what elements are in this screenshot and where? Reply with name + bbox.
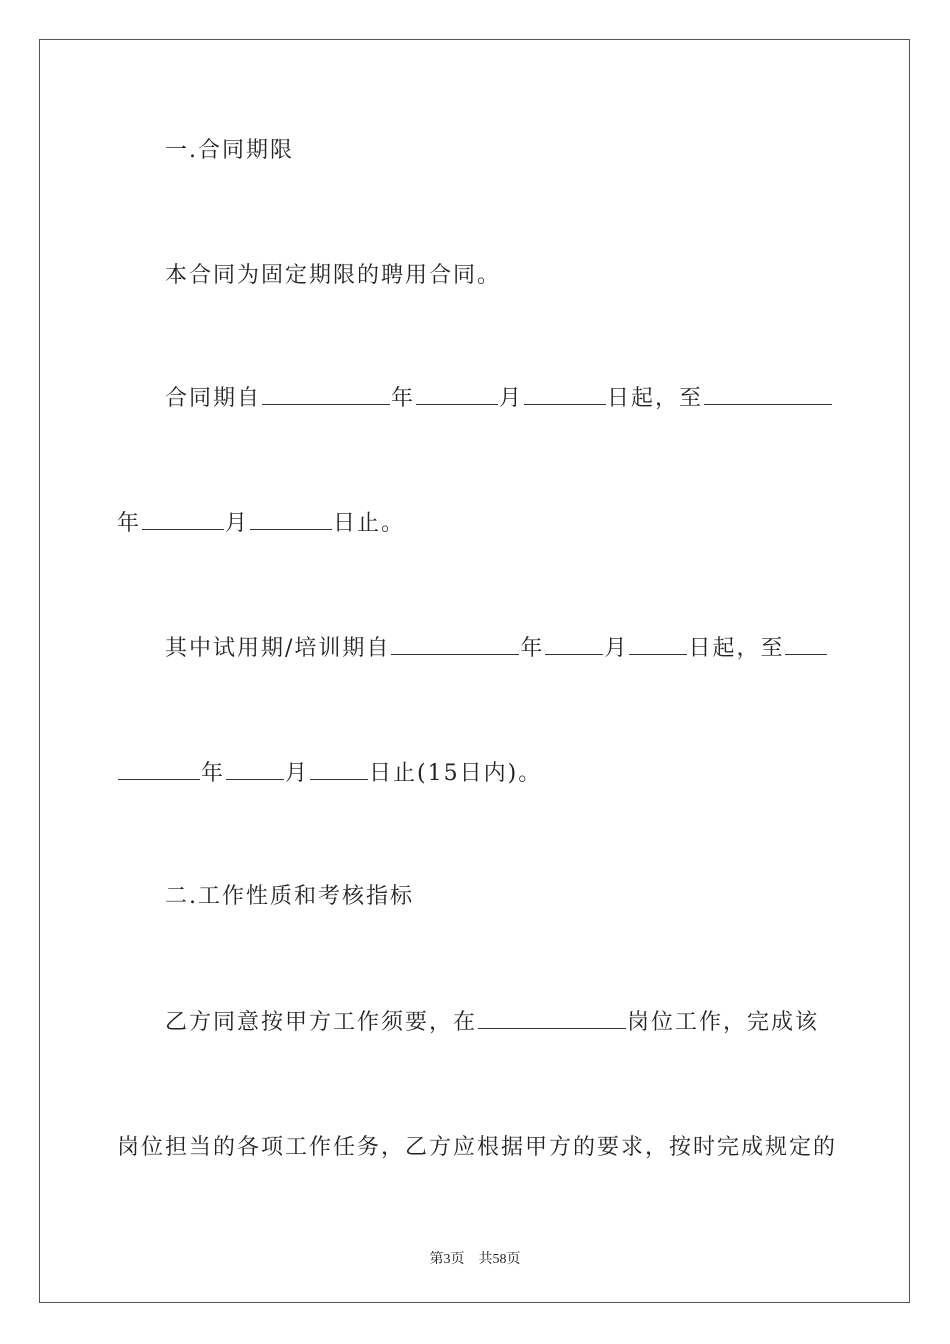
paragraph-contract-period-cont: [117, 509, 405, 539]
section-heading-contract-term: 一.合同期限: [165, 138, 294, 163]
text-year: 年: [391, 386, 416, 411]
paragraph-contract-period: [165, 384, 833, 414]
blank-position[interactable]: [478, 1008, 626, 1029]
paragraph-job-tasks: 岗位担当的各项工作任务，乙方应根据甲方的要求，按时完成规定的: [117, 1135, 838, 1160]
text-month: 月: [499, 386, 524, 411]
text-job-suffix: 岗位工作，完成该: [627, 1010, 820, 1035]
blank-start-year[interactable]: [262, 384, 390, 405]
paragraph-trial-period-cont: [117, 759, 542, 789]
text-job-prefix: 乙方同意按甲方工作须要，在: [165, 1010, 478, 1035]
text-month: 月: [285, 761, 310, 786]
text-period-prefix: 合同期自: [165, 386, 262, 411]
text-year: 年: [201, 761, 226, 786]
blank-start-day[interactable]: [524, 384, 606, 405]
blank-start-month[interactable]: [416, 384, 498, 405]
section-heading-job-nature: 二.工作性质和考核指标: [165, 884, 414, 909]
text-month: 月: [225, 511, 250, 536]
blank-trial-start-year[interactable]: [391, 634, 519, 655]
text-day-to: 日止。: [333, 511, 406, 536]
paragraph-fixed-term: 本合同为固定期限的聘用合同。: [165, 263, 502, 288]
page-number: 第3页: [429, 1252, 465, 1267]
blank-end-year[interactable]: [704, 384, 832, 405]
text-trial-prefix: 其中试用期/培训期自: [165, 636, 391, 661]
blank-end-month[interactable]: [142, 509, 224, 530]
paragraph-trial-period: [165, 634, 828, 664]
text-year: 年: [117, 511, 142, 536]
blank-end-day[interactable]: [250, 509, 332, 530]
blank-trial-end-day[interactable]: [310, 759, 368, 780]
page-border: [39, 39, 910, 1303]
text-day-from: 日起，至: [688, 636, 785, 661]
text-day-from: 日起，至: [607, 386, 704, 411]
text-day-to: 日止(15日内)。: [369, 761, 543, 786]
blank-trial-end-year-part2[interactable]: [118, 759, 200, 780]
text-month: 月: [604, 636, 629, 661]
text-year: 年: [520, 636, 545, 661]
blank-trial-end-year-part1[interactable]: [785, 634, 827, 655]
page-footer: [0, 1248, 950, 1268]
blank-trial-start-month[interactable]: [545, 634, 603, 655]
blank-trial-end-month[interactable]: [226, 759, 284, 780]
page-total: 共58页: [478, 1252, 521, 1267]
blank-trial-start-day[interactable]: [629, 634, 687, 655]
paragraph-job-position: [165, 1008, 819, 1038]
